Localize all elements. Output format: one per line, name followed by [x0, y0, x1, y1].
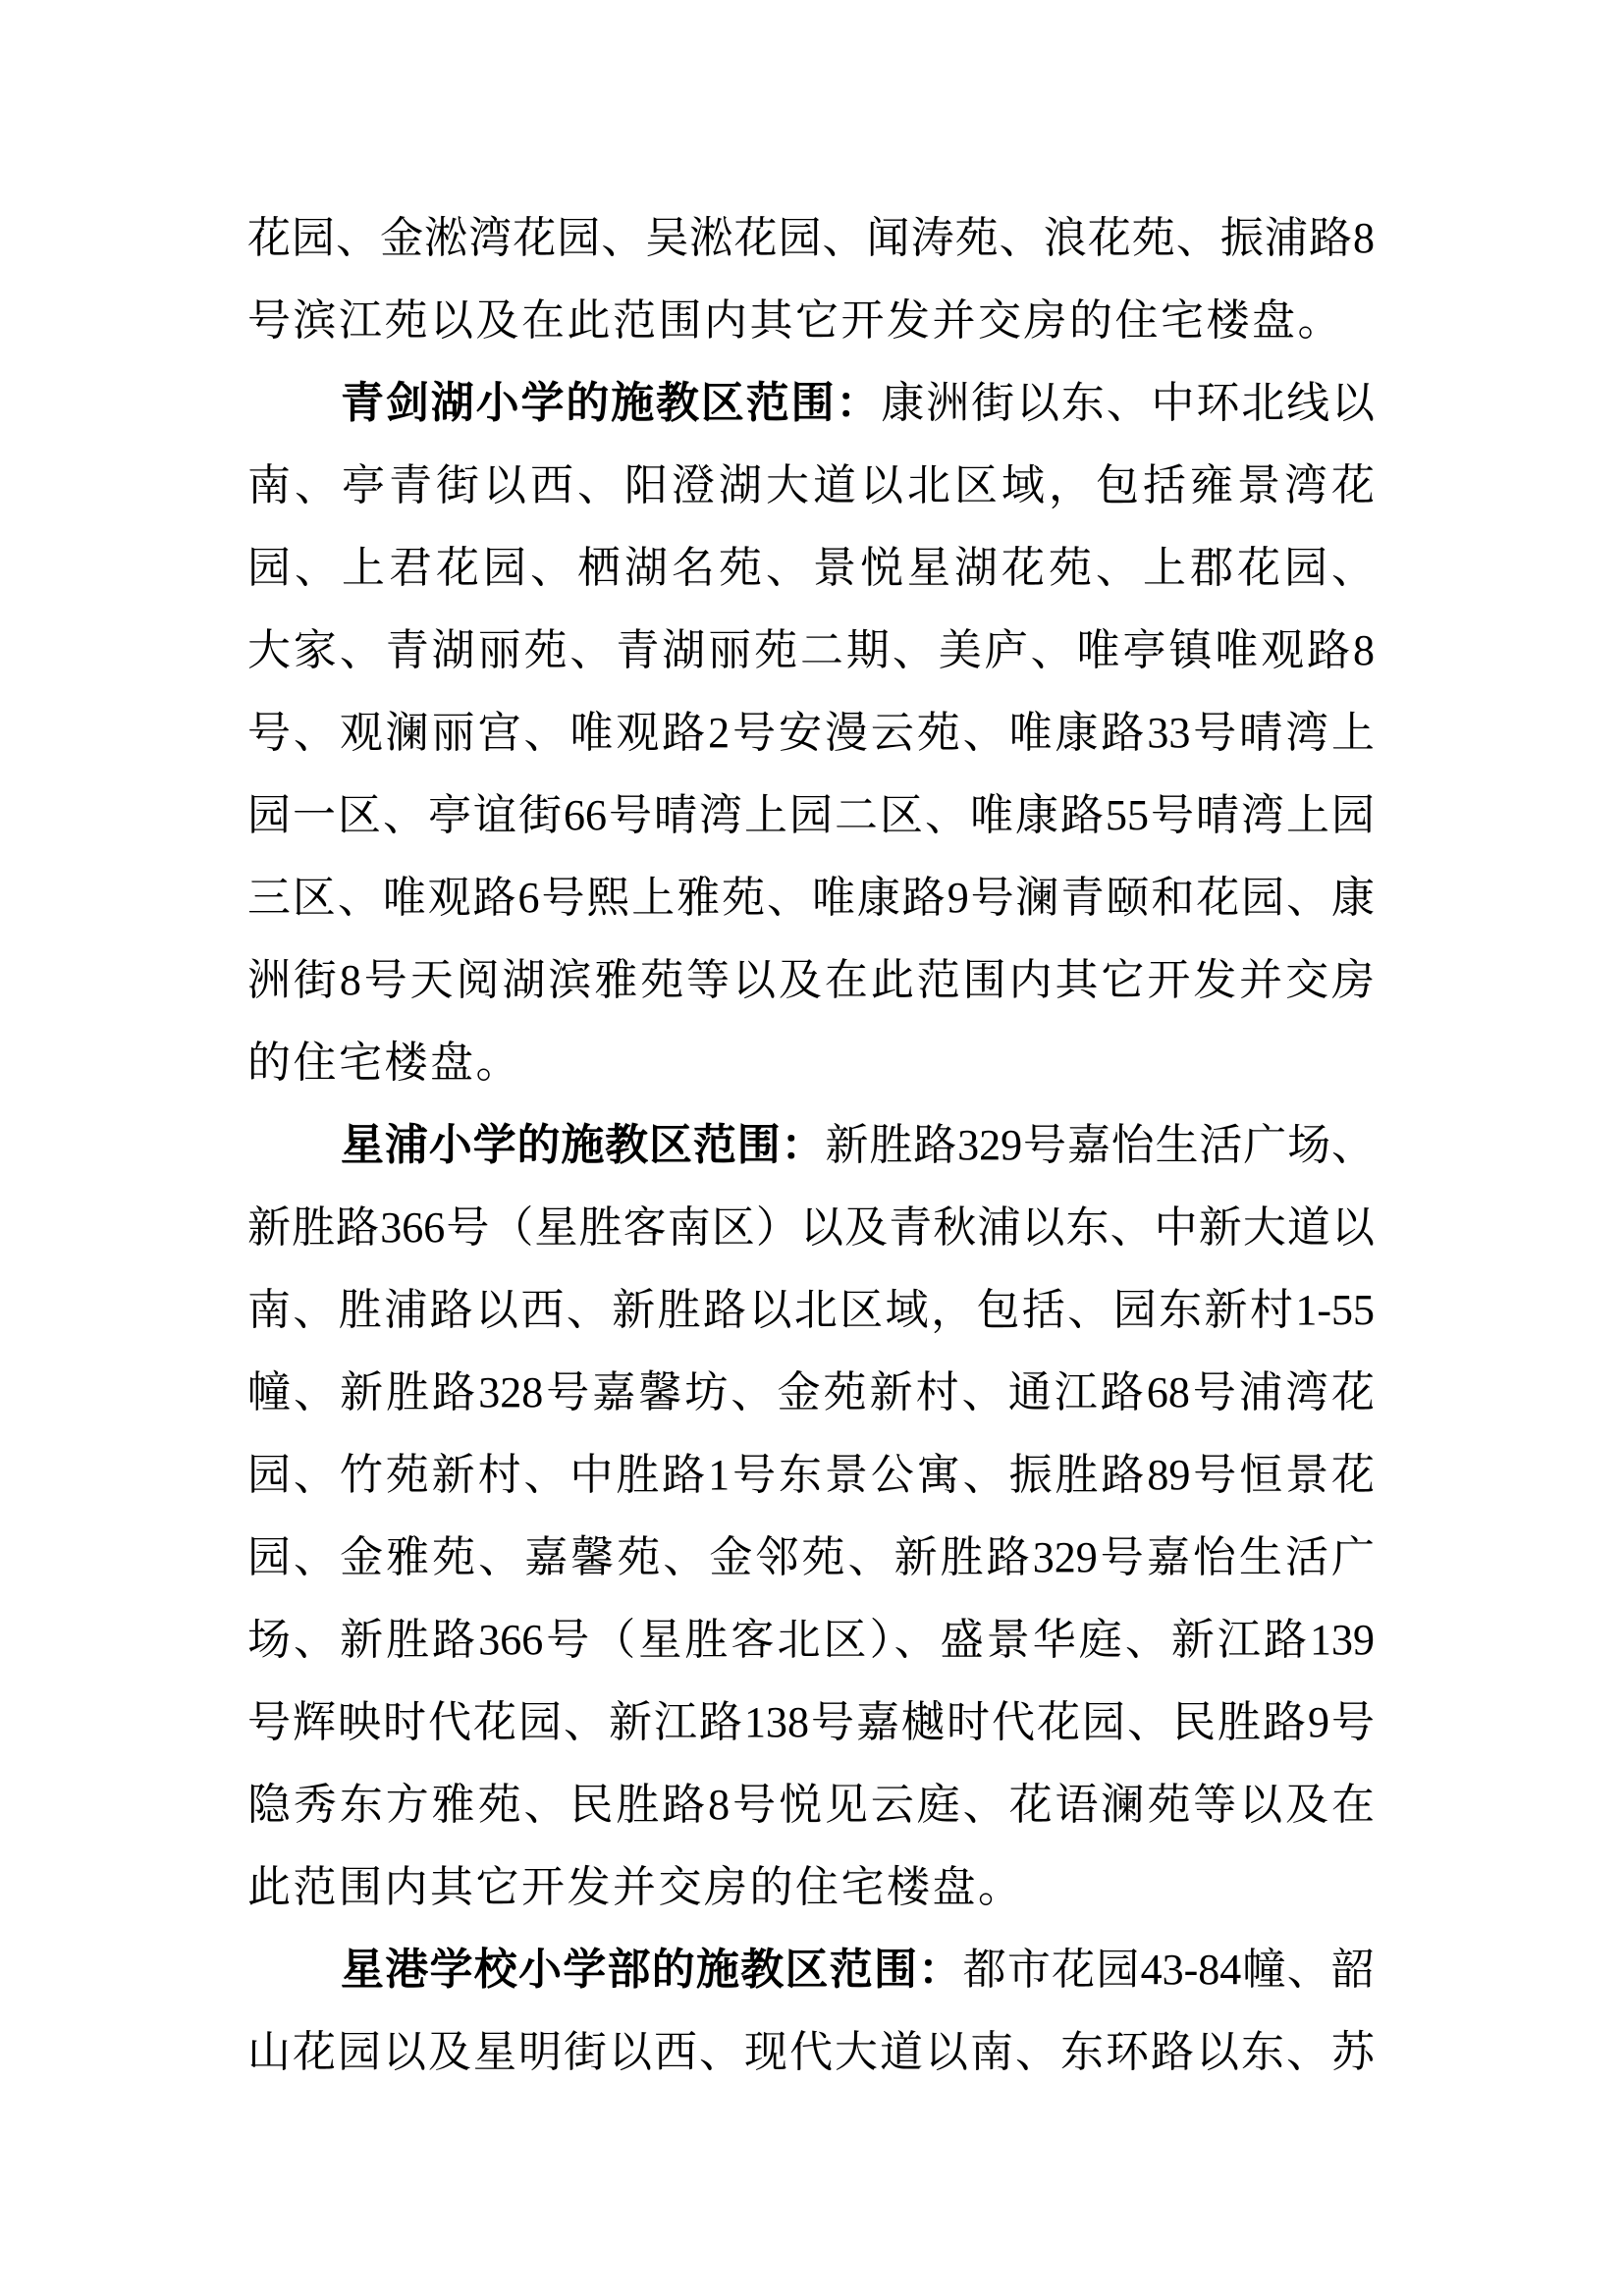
line-text: 隐秀东方雅苑、民胜路8号悦见云庭、花语澜苑等以及在 — [247, 1781, 1375, 1829]
text-line — [247, 692, 1375, 774]
line-text: 号辉映时代花园、新江路138号嘉樾时代花园、民胜路9号 — [247, 1698, 1375, 1746]
text-line — [247, 362, 1375, 445]
text-line — [247, 1434, 1375, 1517]
line-text: 大家、青湖丽苑、青湖丽苑二期、美庐、唯亭镇唯观路8 — [247, 626, 1375, 674]
line-text: 场、新胜路366号（星胜客北区）、盛景华庭、新江路139 — [247, 1616, 1375, 1664]
line-text: 山花园以及星明街以西、现代大道以南、东环路以东、苏 — [247, 2028, 1375, 2076]
line-text: 园、上君花园、栖湖名苑、景悦星湖花苑、上郡花园、 — [247, 544, 1375, 592]
text-line — [247, 527, 1375, 610]
section-heading: 星浦小学的施教区范围： — [341, 1121, 826, 1169]
line-text: 南、胜浦路以西、新胜路以北区域，包括、园东新村1-55 — [247, 1286, 1375, 1334]
line-text: 洲街8号天阅湖滨雅苑等以及在此范围内其它开发并交房 — [247, 956, 1375, 1004]
line-text: 号、观澜丽宫、唯观路2号安漫云苑、唯康路33号晴湾上 — [247, 709, 1375, 757]
line-text: 南、亭青街以西、阳澄湖大道以北区域，包括雍景湾花 — [247, 461, 1375, 509]
text-line — [247, 610, 1375, 692]
section-heading: 星港学校小学部的施教区范围： — [341, 1946, 963, 1994]
text-block — [247, 197, 1375, 2094]
text-line — [247, 2011, 1375, 2094]
text-line — [247, 1599, 1375, 1682]
text-line — [247, 1929, 1375, 2011]
text-line — [247, 445, 1375, 527]
text-line — [247, 774, 1375, 857]
line-text: 新胜路329号嘉怡生活广场、 — [825, 1121, 1375, 1169]
text-line — [247, 197, 1375, 280]
line-text: 园、竹苑新村、中胜路1号东景公寓、振胜路89号恒景花 — [247, 1451, 1375, 1499]
text-line — [247, 280, 1375, 362]
text-line — [247, 1764, 1375, 1846]
line-text: 都市花园43-84幢、韶 — [962, 1946, 1375, 1994]
text-line — [247, 1352, 1375, 1434]
text-line — [247, 1846, 1375, 1929]
text-line — [247, 939, 1375, 1022]
text-line — [247, 1682, 1375, 1764]
text-line — [247, 1269, 1375, 1352]
text-line — [247, 1022, 1375, 1104]
line-text: 的住宅楼盘。 — [247, 1039, 521, 1087]
line-text: 三区、唯观路6号熙上雅苑、唯康路9号澜青颐和花园、康 — [247, 874, 1375, 922]
text-line — [247, 1187, 1375, 1269]
text-line — [247, 857, 1375, 939]
line-text: 此范围内其它开发并交房的住宅楼盘。 — [247, 1863, 1024, 1911]
line-text: 花园、金淞湾花园、吴淞花园、闻涛苑、浪花苑、振浦路8 — [247, 214, 1375, 262]
line-text: 康洲街以东、中环北线以 — [881, 379, 1376, 427]
text-line — [247, 1517, 1375, 1599]
text-line — [247, 1104, 1375, 1187]
section-heading: 青剑湖小学的施教区范围： — [341, 379, 882, 427]
line-text: 新胜路366号（星胜客南区）以及青秋浦以东、中新大道以 — [247, 1203, 1375, 1252]
line-text: 号滨江苑以及在此范围内其它开发并交房的住宅楼盘。 — [247, 296, 1343, 345]
line-text: 园一区、亭谊街66号晴湾上园二区、唯康路55号晴湾上园 — [247, 791, 1375, 839]
line-text: 园、金雅苑、嘉馨苑、金邻苑、新胜路329号嘉怡生活广 — [247, 1533, 1375, 1581]
line-text: 幢、新胜路328号嘉馨坊、金苑新村、通江路68号浦湾花 — [247, 1368, 1375, 1416]
